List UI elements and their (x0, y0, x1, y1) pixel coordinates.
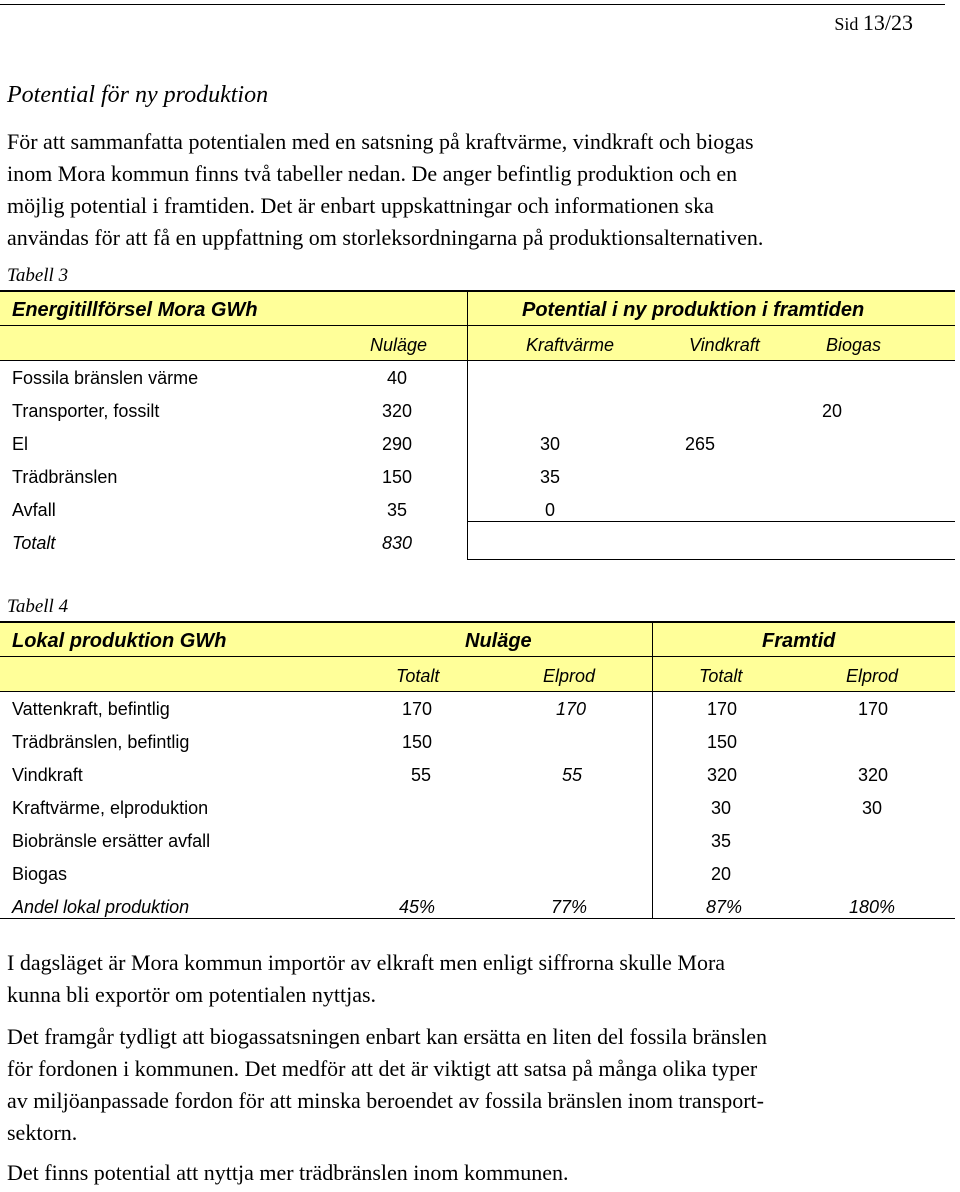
page-number-total: 23 (891, 10, 913, 35)
table3-cell: 265 (685, 434, 716, 454)
table4-bottom-rule (0, 918, 955, 919)
table4-cell: 320 (858, 765, 889, 785)
table4-cell: 180% (849, 897, 896, 917)
table4-col-header: Totalt (699, 666, 743, 686)
table3-cell: 150 (382, 467, 413, 487)
table3-row-label: Transporter, fossilt (12, 401, 160, 421)
table4-subheader-rule (0, 691, 955, 692)
table3-row-label: El (12, 434, 29, 454)
table4-group-future: Framtid (762, 630, 836, 652)
paragraph-line: Det framgår tydligt att biogassatsningen enbart kan ersätta en liten del fossila bränslen (7, 1024, 767, 1049)
table3-row-label: Trädbränslen (12, 467, 118, 487)
header-rule (0, 4, 945, 5)
intro-line: användas för att få en uppfattning om storleksordningarna på produktionsalternativen. (7, 225, 764, 250)
table4-cell: 170 (858, 699, 889, 719)
table4-row-label: Trädbränslen, befintlig (12, 732, 190, 752)
table4-row-label: Vattenkraft, befintlig (12, 699, 170, 719)
table3-bottom-rule (467, 559, 955, 560)
table4-cell: 170 (556, 699, 587, 719)
table4-top-rule (0, 621, 955, 623)
table3-subheader-rule (0, 360, 955, 361)
page-number-separator: / (884, 10, 891, 35)
table3-caption: Tabell 3 (7, 265, 69, 286)
table4-row-label: Vindkraft (12, 765, 83, 785)
table3-row-label: Fossila bränslen värme (12, 368, 199, 388)
paragraph-wood-fuel: Det finns potential att nyttja mer trädbränslen inom kommunen. (7, 1160, 569, 1185)
table4-row-label: Kraftvärme, elproduktion (12, 798, 209, 818)
table4-cell: 35 (711, 831, 732, 851)
paragraph-line: I dagsläget är Mora kommun importör av elkraft men enligt siffrorna skulle Mora (7, 950, 726, 975)
table4-cell: 87% (706, 897, 743, 917)
table3-cell: 40 (387, 368, 408, 388)
table4-row-label: Biobränsle ersätter avfall (12, 831, 211, 851)
table3-cell: 320 (382, 401, 413, 421)
table4-share-label: Andel lokal produktion (12, 897, 190, 917)
table4-row-label: Biogas (12, 864, 68, 884)
table3-row-label: Avfall (12, 500, 56, 520)
table4-cell: 320 (707, 765, 738, 785)
table3-header-rule (0, 325, 955, 326)
table3-cell: 0 (545, 500, 556, 520)
table3-col-header: Nuläge (370, 335, 428, 355)
paragraph-line: kunna bli exportör om potentialen nyttjas. (7, 982, 377, 1007)
intro-line: möjlig potential i framtiden. Det är enbart uppskattningar och informationen ska (7, 193, 714, 218)
intro-paragraph (7, 126, 763, 254)
paragraph-line: för fordonen i kommunen. Det medför att det är viktigt att satsa på många olika typer (7, 1056, 758, 1081)
paragraph-import (7, 947, 725, 1011)
table3-total-value: 830 (382, 533, 413, 553)
table4-col-header: Elprod (543, 666, 596, 686)
intro-line: För att sammanfatta potentialen med en satsning på kraftvärme, vindkraft och biogas (7, 129, 754, 154)
table3-col-header: Biogas (826, 335, 882, 355)
table4 (0, 621, 955, 919)
table4-group-now: Nuläge (465, 630, 532, 652)
section-heading: Potential för ny produktion (7, 82, 269, 108)
table4-cell: 20 (711, 864, 732, 884)
table3-cell: 20 (822, 401, 843, 421)
table3-col-header: Kraftvärme (526, 335, 615, 355)
table3 (0, 290, 955, 560)
table4-cell: 55 (411, 765, 432, 785)
table3-vertical-rule (467, 290, 468, 560)
table4-vertical-rule (652, 621, 653, 919)
table4-header-rule (0, 656, 955, 657)
table4-title: Lokal produktion GWh (12, 630, 227, 652)
table4-caption: Tabell 4 (7, 596, 69, 617)
table3-cell: 35 (540, 467, 561, 487)
paragraph-line: sektorn. (7, 1120, 78, 1145)
table4-cell: 45% (399, 897, 436, 917)
table3-cell: 35 (387, 500, 408, 520)
table3-total-label: Totalt (12, 533, 56, 553)
page-number (834, 10, 913, 36)
table4-col-header: Totalt (396, 666, 440, 686)
table3-group-header: Potential i ny produktion i framtiden (522, 299, 865, 321)
table3-top-rule (0, 290, 955, 292)
table4-cell: 170 (707, 699, 738, 719)
table4-cell: 30 (711, 798, 732, 818)
table3-title: Energitillförsel Mora GWh (12, 299, 258, 321)
table3-cell: 290 (382, 434, 413, 454)
table4-cell: 77% (551, 897, 588, 917)
table3-cell: 30 (540, 434, 561, 454)
paragraph-biogas (7, 1021, 767, 1149)
table4-col-header: Elprod (846, 666, 899, 686)
table3-col-header: Vindkraft (689, 335, 760, 355)
table4-cell: 55 (562, 765, 583, 785)
table4-cell: 30 (862, 798, 883, 818)
table3-box-rule (467, 521, 955, 522)
table4-cell: 150 (707, 732, 738, 752)
table4-cell: 170 (402, 699, 433, 719)
table4-cell: 150 (402, 732, 433, 752)
intro-line: inom Mora kommun finns två tabeller nedan. De anger befintlig produktion och en (7, 161, 738, 186)
page-number-prefix: Sid (834, 14, 863, 34)
paragraph-line: av miljöanpassade fordon för att minska beroendet av fossila bränslen inom transport- (7, 1088, 764, 1113)
page-number-current: 13 (862, 10, 885, 35)
